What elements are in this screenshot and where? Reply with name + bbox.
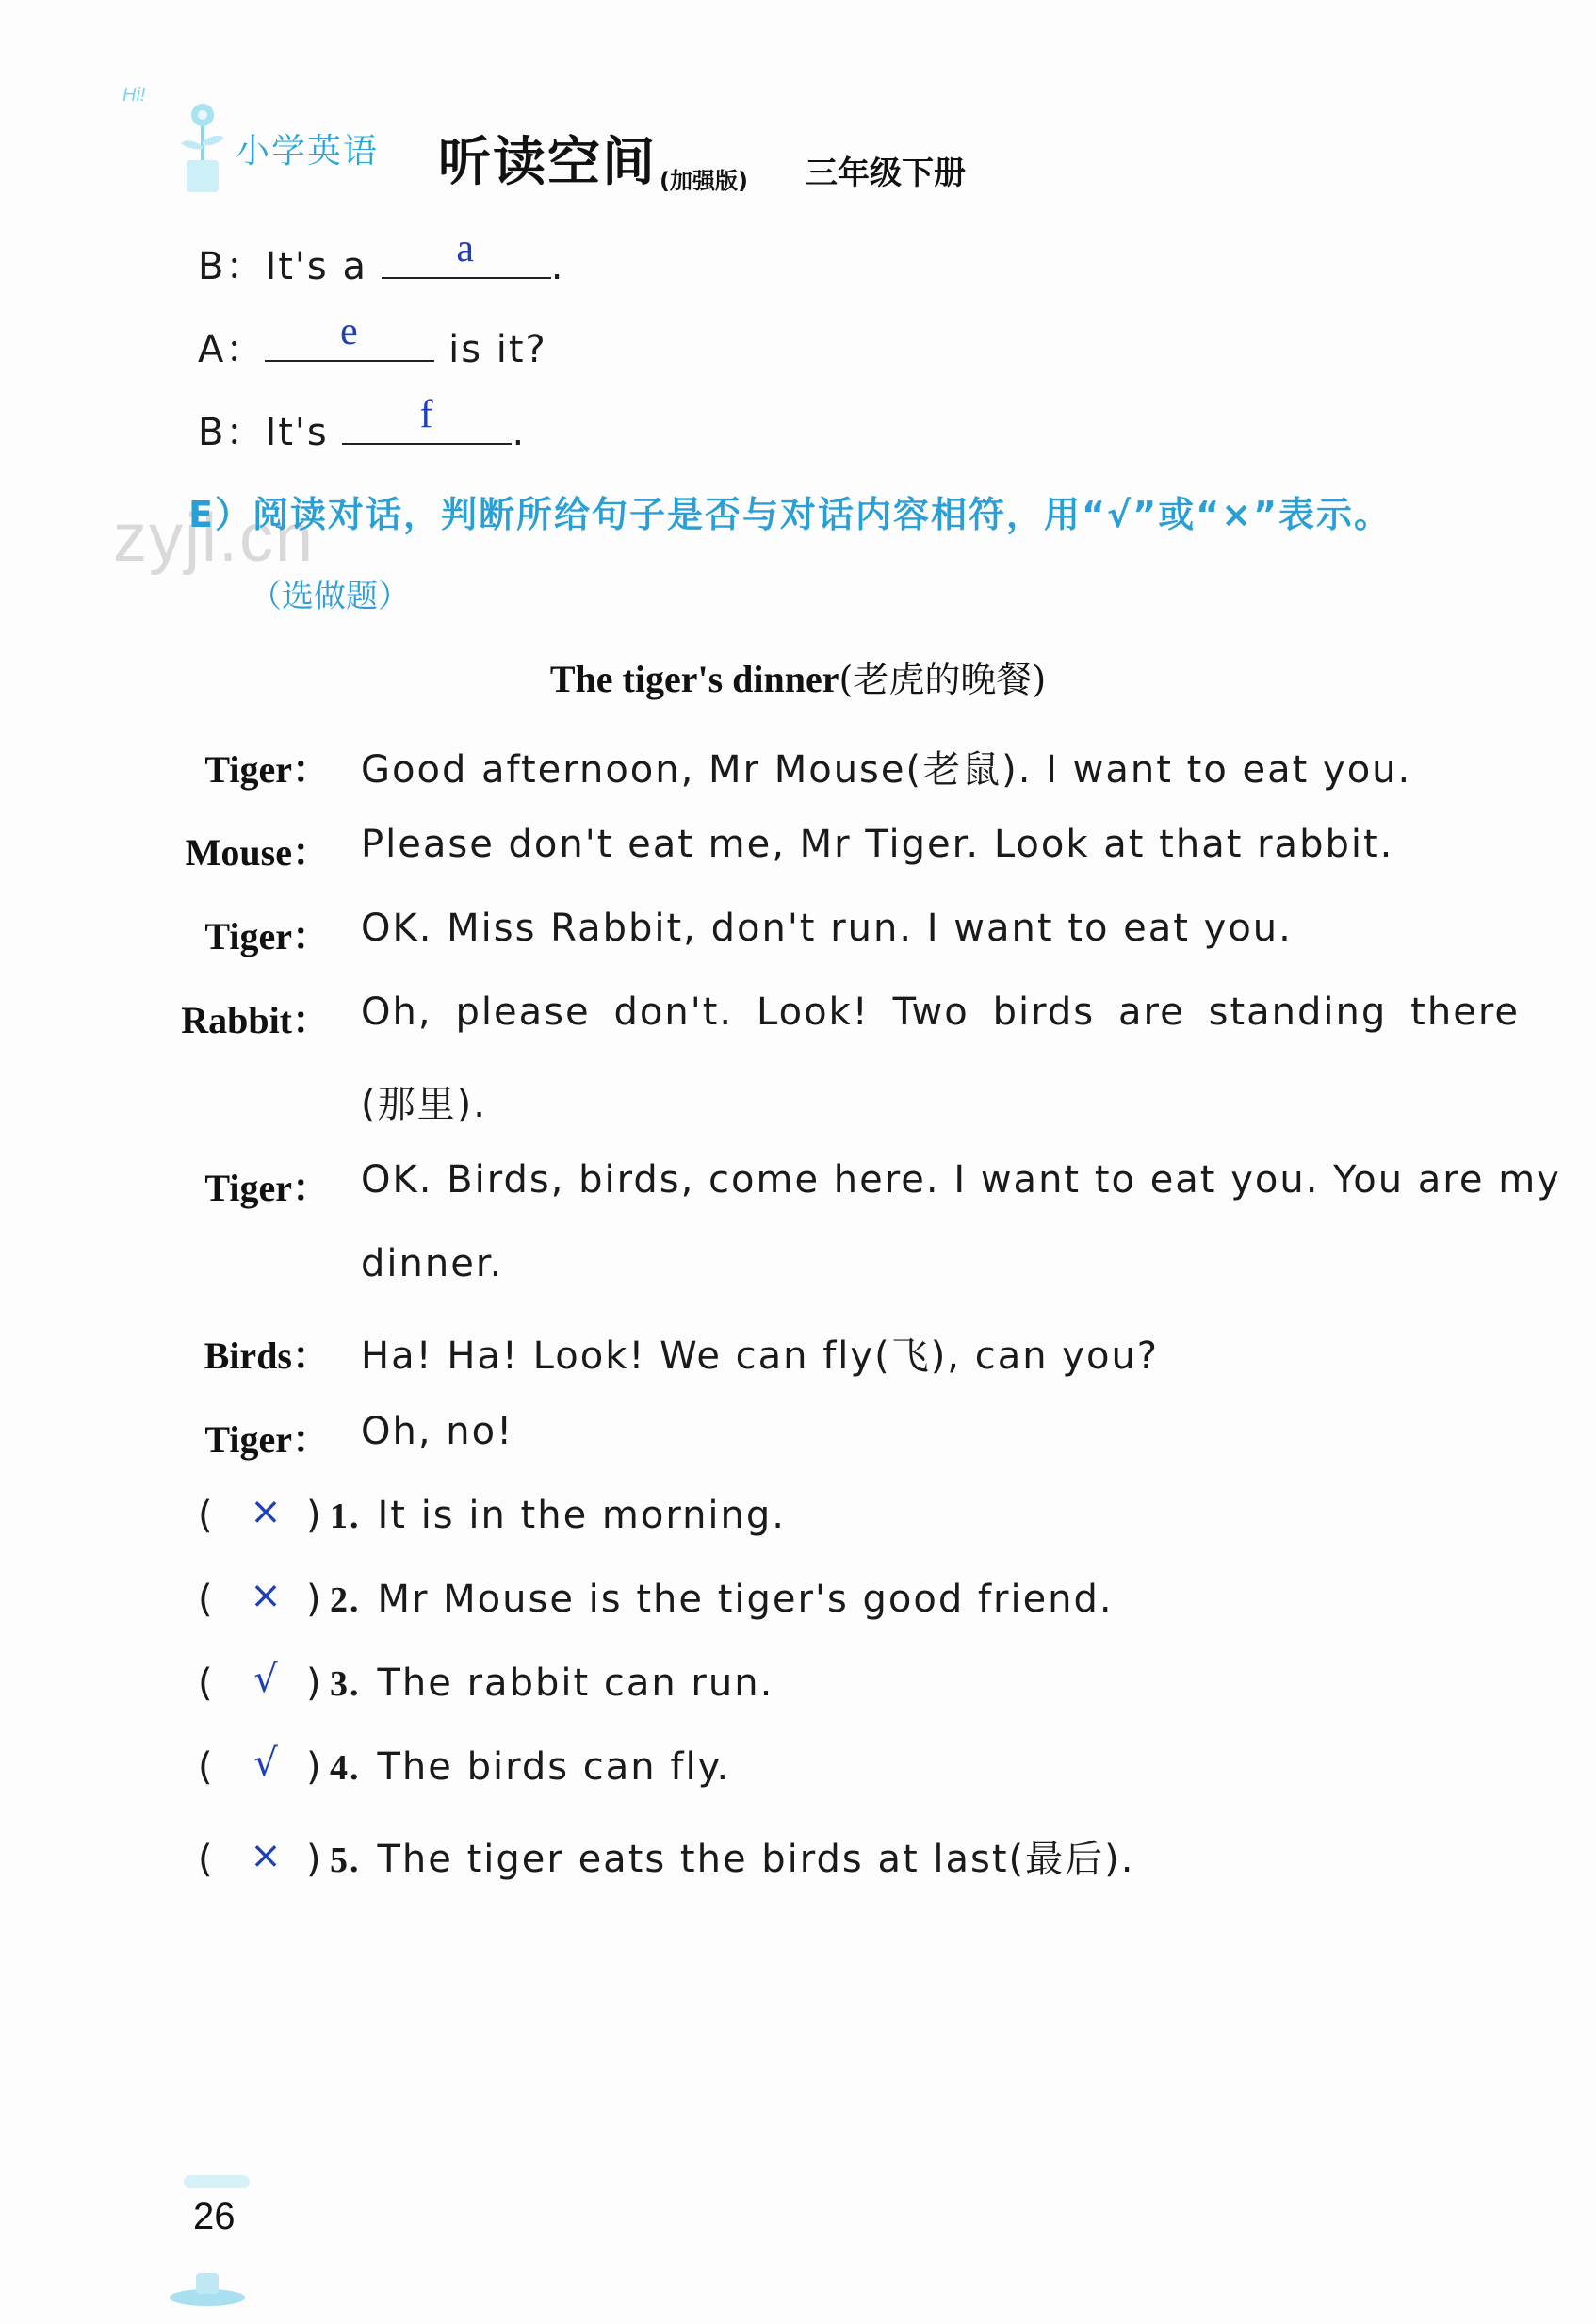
dialogue-line: OK. Miss Rabbit, don't run. I want to eat you. [361, 907, 1293, 950]
brand-subtitle: (加强版) [660, 168, 748, 194]
dialogue-line: OK. Birds, birds, come here. I want to eat you. You are my [361, 1158, 1561, 1202]
speaker-label: Tiger： [204, 1418, 330, 1461]
section-optional-note: （选做题） [250, 578, 410, 615]
series-name: 小学英语 [236, 132, 380, 171]
section-instruction: E）阅读对话，判断所给句子是否与对话内容相符，用“√”或“×”表示。 [188, 494, 1392, 535]
handwritten-answer: f [419, 393, 435, 436]
judgement-question-4 [198, 1742, 731, 1789]
judgement-question-1 [198, 1490, 787, 1537]
handwritten-answer: a [456, 227, 477, 270]
judgement-question-2 [198, 1574, 1114, 1621]
fill-line-prefix: A： [198, 328, 266, 371]
dialogue-line-continuation: dinner. [361, 1242, 504, 1285]
answer-parentheses: ( × ) [198, 1834, 323, 1881]
handwritten-answer: e [340, 310, 360, 353]
fill-line-3 [198, 393, 527, 456]
story-title [0, 650, 1596, 702]
dialogue-line-continuation: (那里). [361, 1083, 487, 1126]
fill-line-suffix: . [512, 411, 527, 454]
question-text: Mr Mouse is the tiger's good friend. [377, 1578, 1114, 1621]
fill-line-suffix: is it? [434, 328, 547, 371]
page-number: 26 [193, 2196, 236, 2237]
question-text: The rabbit can run. [377, 1661, 774, 1705]
question-number: 3. [330, 1664, 361, 1704]
answer-mark: √ [253, 1742, 280, 1785]
hi-logo-text: Hi! [122, 85, 146, 106]
speaker-label: Tiger： [204, 748, 330, 791]
answer-blank [342, 393, 512, 445]
page-header [122, 75, 1065, 207]
answer-mark: √ [253, 1658, 280, 1701]
flower-pot-icon [170, 94, 236, 198]
fill-line-suffix: . [550, 245, 565, 288]
question-number: 5. [330, 1841, 361, 1880]
answer-parentheses: ( × ) [198, 1490, 323, 1537]
dialogue-line: Good afternoon, Mr Mouse(老鼠). I want to eat you. [361, 748, 1412, 792]
brand-title: 听读空间 [438, 132, 657, 193]
dialogue-line: Oh, no! [361, 1410, 514, 1453]
speaker-label: Rabbit： [181, 999, 330, 1041]
footer-decoration-icon [170, 2168, 273, 2309]
question-number: 4. [330, 1748, 361, 1788]
dialogue-line: Ha! Ha! Look! We can fly(飞), can you? [361, 1334, 1160, 1378]
story-title-cn: (老虎的晚餐) [839, 659, 1047, 700]
answer-mark: × [250, 1574, 284, 1617]
watermark: zyjl.cn [113, 500, 316, 576]
question-number: 2. [330, 1580, 361, 1620]
speaker-label: Birds： [204, 1334, 330, 1377]
answer-parentheses: ( √ ) [198, 1658, 323, 1705]
grade-label: 三年级下册 [806, 155, 966, 192]
speaker-label: Tiger： [204, 1167, 330, 1209]
answer-mark: × [250, 1834, 284, 1877]
question-number: 1. [330, 1497, 361, 1536]
speaker-label: Tiger： [204, 915, 330, 957]
question-text: It is in the morning. [377, 1494, 787, 1537]
fill-line-1 [198, 227, 565, 290]
fill-line-prefix: B：It's [198, 411, 343, 454]
dialogue-line: Oh, please don't. Look! Two birds are standing there [361, 990, 1520, 1034]
answer-parentheses: ( √ ) [198, 1742, 323, 1789]
answer-parentheses: ( × ) [198, 1574, 323, 1621]
answer-blank [265, 310, 434, 362]
judgement-question-3 [198, 1658, 774, 1705]
speaker-label: Mouse： [185, 831, 330, 874]
fill-line-2 [198, 310, 547, 373]
dialogue-line: Please don't eat me, Mr Tiger. Look at that rabbit. [361, 823, 1394, 866]
fill-line-prefix: B：It's a [198, 245, 382, 288]
story-title-en: The tiger's dinner [549, 658, 839, 700]
question-text: The birds can fly. [377, 1745, 731, 1789]
question-text: The tiger eats the birds at last(最后). [377, 1838, 1135, 1881]
answer-mark: × [250, 1490, 284, 1533]
judgement-question-5 [198, 1829, 1134, 1883]
answer-blank [382, 227, 551, 279]
